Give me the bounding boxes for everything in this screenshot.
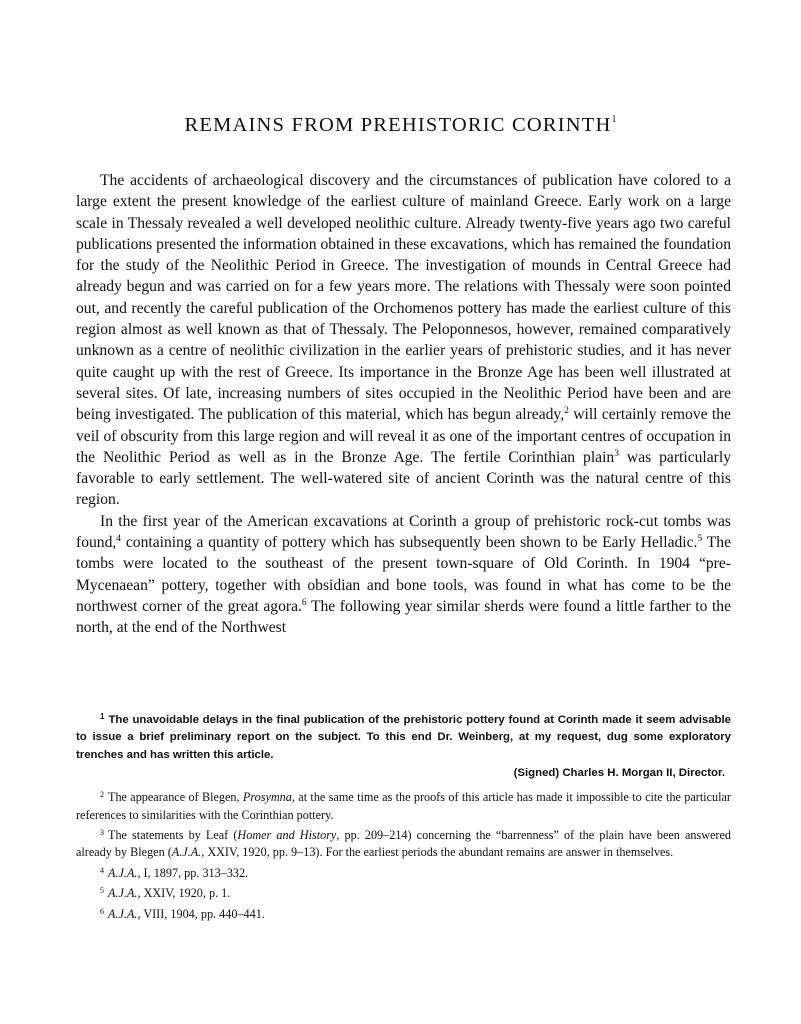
footnote — [76, 708, 731, 764]
text-run: In the first year of the American excavations at Corinth a group of prehistoric rock-cut tombs was found, — [76, 512, 731, 552]
text-run: , I, 1897, pp. 313–332. — [137, 865, 249, 880]
italic-text: A.J.A. — [108, 865, 138, 880]
footnote — [76, 824, 731, 862]
text-run: , XXIV, 1920, pp. 9–13). For the earliest periods the abundant remains are answer in themselves. — [201, 845, 674, 860]
article-title-text: REMAINS FROM PREHISTORIC CORINTH — [184, 114, 612, 136]
footnote-reference: 6 — [301, 597, 307, 608]
footnote — [76, 882, 731, 902]
text-run: was particularly favorable to early settlement. The well-watered site of ancient Corinth was the natural centre of this region. — [76, 448, 732, 509]
text-run: , pp. 209–214) concerning the “barrenness” of the plain have been answered already by Blegen ( — [76, 828, 731, 860]
footnote-reference: 2 — [564, 406, 569, 417]
signature-line: (Signed) Charles H. Morgan II, Director. — [513, 767, 725, 780]
footnote-reference: 4 — [116, 534, 122, 545]
text-run: containing a quantity of pottery which has subsequently been shown to be Early Helladic. — [121, 534, 698, 552]
footnote-reference: 5 — [697, 534, 703, 545]
body-paragraph — [76, 511, 731, 639]
text-run: The accidents of archaeological discovery and the circumstances of publication have colored to a large extent the present knowledge of the earliest culture of mainland Greece. Early work on a large scale in Thessaly revealed a well developed neolithic culture. Already twenty-five years ago two careful publications presented the information obtained in these excavations, which has remained the foundation for the study of the Neolithic Period in Greece. The investigation of mounds in Central Greece had already begun and was carried on for a few years more. The relations with Thessaly were soon pointed out, and recently the careful publication of the Orchomenos pottery has made the earliest culture of this region almost as well known as that of Thessaly. The Peloponnesos, however, remained comparatively unknown as a centre of neolithic civilization in the earlier years of prehistoric studies, and it has never quite caught up with the rest of Greece. Its importance in the Bronze Age has been well illustrated at several sites. Of late, increasing numbers of sites occupied in the Neolithic Period have been and are being investigated. The publication of this material, which has begun already, — [76, 172, 731, 424]
footnote-number: 2 — [100, 790, 104, 800]
text-run: The statements by Leaf ( — [108, 828, 238, 843]
footnote-reference: 3 — [614, 448, 619, 459]
text-run: , at the same time as the proofs of this article has made it impossible to cite the particular references to similarities with the Corinthian pottery. — [76, 790, 731, 822]
text-run: The tombs were located to the southeast of the present town-square of Old Corinth. In 1904 “pre-Mycenaean” pottery, together with obsidian and bone tools, was found in what has come to be the northwest corner of the great agora. — [76, 534, 731, 615]
body-paragraph — [76, 170, 731, 511]
italic-text: A.J.A. — [108, 906, 138, 921]
footnote — [76, 903, 731, 923]
italic-text: Homer and History — [237, 828, 337, 843]
title-footnote-marker: 1 — [611, 114, 617, 125]
text-run: The following year similar sherds were found a little farther to the north, at the end of the Northwest — [76, 597, 731, 637]
footnote-number: 1 — [100, 712, 105, 721]
footnote-number: 5 — [100, 886, 104, 896]
article-title — [0, 114, 801, 137]
text-run: , VIII, 1904, pp. 440–441. — [137, 906, 265, 921]
footnote — [76, 862, 731, 882]
footnote-number: 3 — [100, 828, 104, 838]
italic-text: A.J.A. — [108, 886, 138, 901]
text-run: will certainly remove the veil of obscurity from this large region and will reveal it as one of the important centres of occupation in the Neolithic Period as well as in the Bronze Age. The fertile Corinthian plain — [76, 406, 731, 466]
article-body — [76, 170, 731, 639]
italic-text: A.J.A. — [171, 845, 202, 860]
text-run: The unavoidable delays in the final publication of the prehistoric pottery found at Corinth made it seem advisable to issue a brief preliminary report on the subject. To this end Dr. Weinberg, at my request, dug some exploratory trenches and has written this article. — [76, 714, 731, 761]
footnotes-section — [76, 708, 731, 923]
footnote-number: 4 — [100, 865, 104, 875]
text-run: , XXIV, 1920, p. 1. — [137, 886, 231, 901]
footnote — [76, 786, 731, 824]
italic-text: Prosymna — [242, 790, 292, 805]
footnote-number: 6 — [100, 906, 104, 916]
text-run: The appearance of Blegen, — [108, 790, 243, 805]
